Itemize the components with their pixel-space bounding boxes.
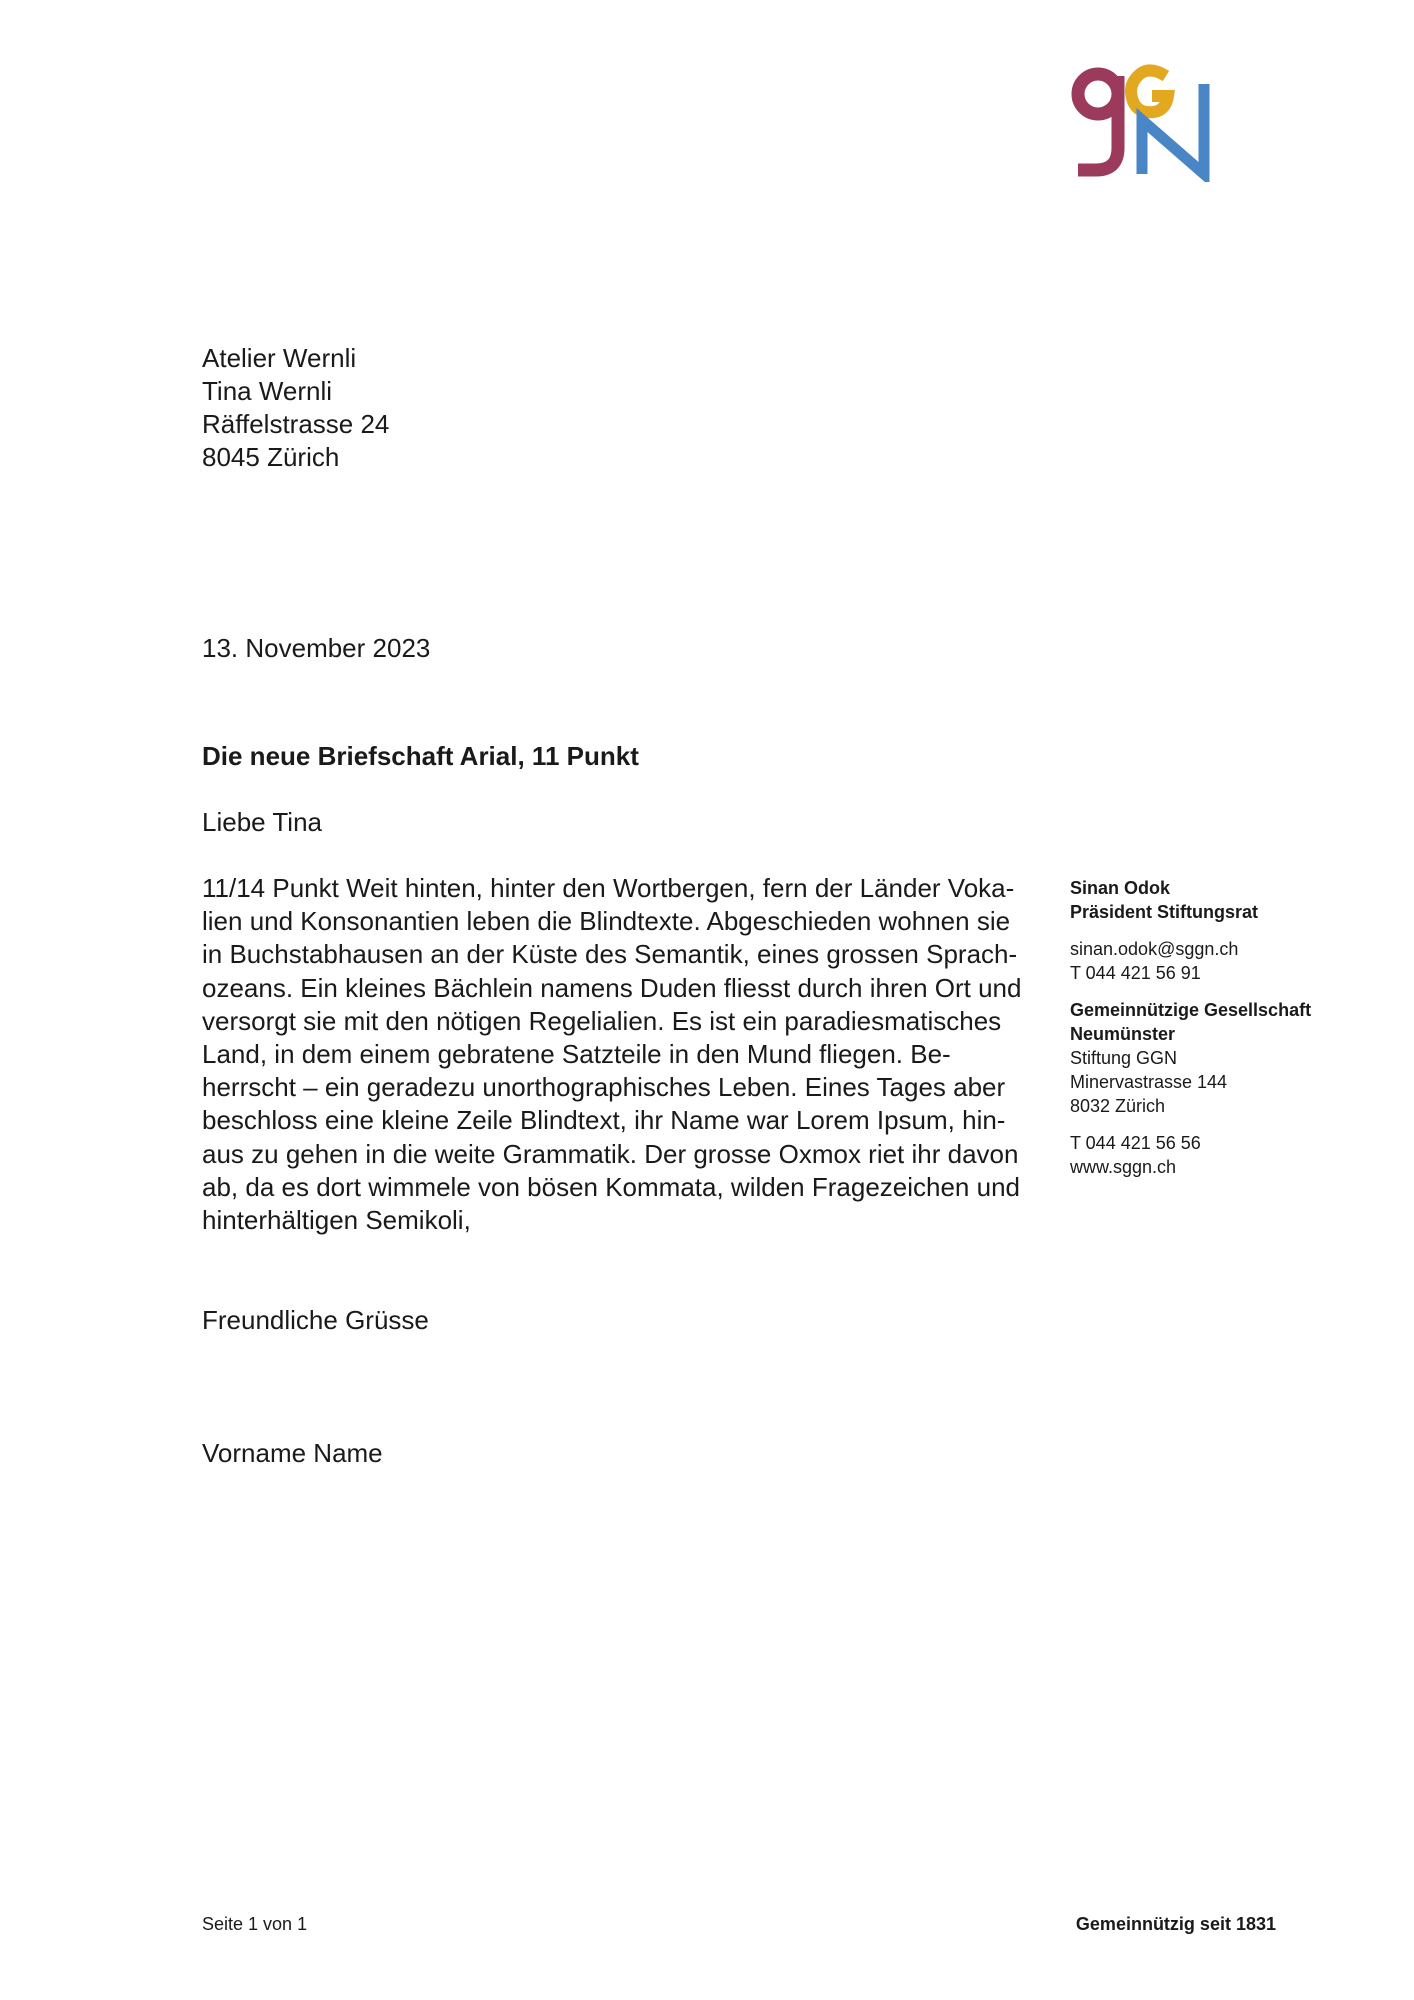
org-website: www.sggn.ch (1070, 1157, 1177, 1177)
body-line: 11/14 Punkt Weit hinten, hinter den Wortbergen, fern der Länder Voka- (202, 873, 1015, 903)
org-phone: T 044 421 56 56 (1070, 1133, 1201, 1153)
letter-body (202, 872, 1052, 1237)
logo-letter-G (1131, 70, 1168, 112)
body-line: in Buchstabhausen an der Küste des Semantik, eines grossen Sprach- (202, 939, 1018, 970)
org-city: 8032 Zürich (1070, 1096, 1166, 1116)
letter-salutation: Liebe Tina (202, 807, 322, 837)
body-line: beschloss eine kleine Zeile Blindtext, ihr Name war Lorem Ipsum, hin- (202, 1105, 1006, 1136)
body-line: Land, in dem einem gebratene Satzteile in den Mund fliegen. Be- (202, 1039, 951, 1070)
ggn-logo-mark (1070, 62, 1220, 182)
org-street: Minervastrasse 144 (1070, 1072, 1228, 1092)
org-name-line3: Stiftung GGN (1070, 1048, 1178, 1068)
body-line: ab, da es dort wimmele von bösen Kommata, wilden Fragezeichen und (202, 1171, 1020, 1202)
recipient-company: Atelier Wernli (202, 343, 357, 373)
letter-date: 13. November 2023 (202, 633, 431, 663)
ggn-logo (1070, 62, 1220, 182)
recipient-name: Tina Wernli (202, 376, 333, 406)
letter-closing: Freundliche Grüsse (202, 1305, 429, 1335)
body-line: lien und Konsonantien leben die Blindtexte. Abgeschieden wohnen sie (202, 906, 1011, 937)
body-line: aus zu gehen in die weite Grammatik. Der grosse Oxmox riet ihr davon (202, 1138, 1019, 1169)
letter-subject: Die neue Briefschaft Arial, 11 Punkt (202, 741, 639, 771)
footer-tagline: Gemeinnützig seit 1831 (1075, 1914, 1276, 1934)
sender-phone: T 044 421 56 91 (1070, 963, 1201, 983)
recipient-street: Räffelstrasse 24 (202, 409, 390, 439)
recipient-city: 8045 Zürich (202, 442, 340, 472)
org-name-line2: Neumünster (1070, 1024, 1176, 1044)
sender-info (1070, 876, 1370, 1179)
body-line: versorgt sie mit den nötigen Regelialien. Es ist ein paradiesmatisches (202, 1005, 1002, 1036)
body-line: hinterhältigen Semikoli, (202, 1205, 471, 1236)
org-name-line1: Gemeinnützige Gesellschaft (1070, 1000, 1312, 1020)
sender-role: Präsident Stiftungsrat (1070, 902, 1259, 922)
sender-name: Sinan Odok (1070, 878, 1171, 898)
letter-signature: Vorname Name (202, 1438, 383, 1468)
recipient-address (202, 342, 389, 474)
body-line: ozeans. Ein kleines Bächlein namens Duden fliesst durch ihren Ort und (202, 972, 1022, 1003)
body-line: herrscht – ein geradezu unorthographisches Leben. Eines Tages aber (202, 1072, 1006, 1103)
page-number: Seite 1 von 1 (202, 1914, 308, 1934)
sender-email: sinan.odok@sggn.ch (1070, 939, 1239, 959)
logo-letter-g (1078, 74, 1118, 170)
